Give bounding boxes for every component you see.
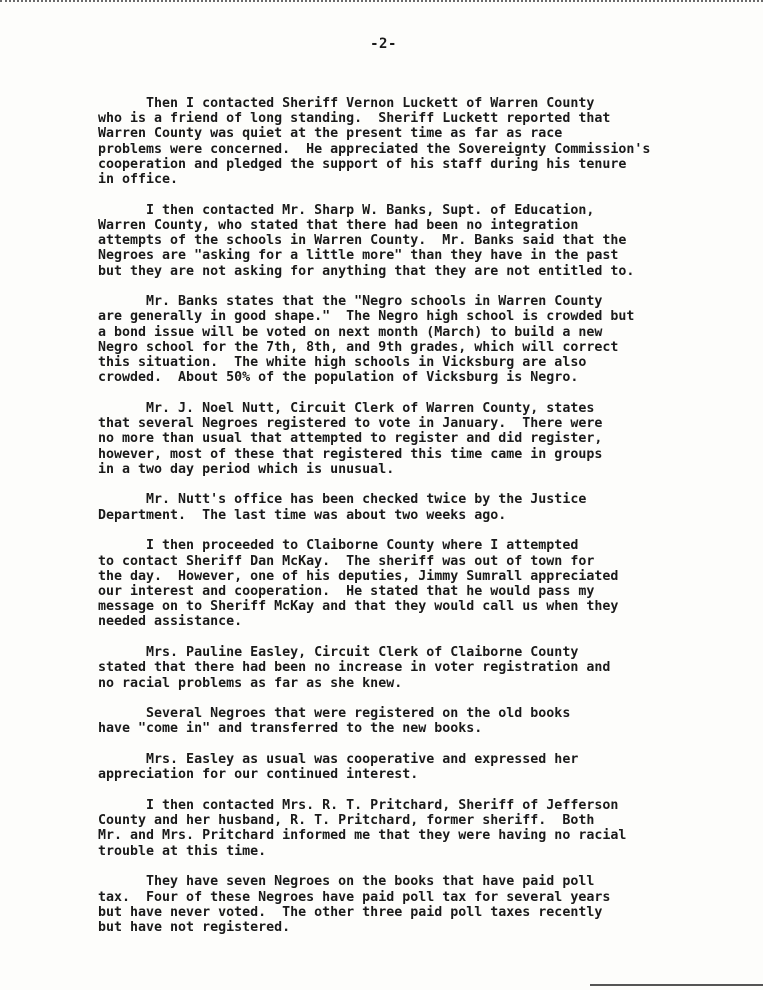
text-line: who is a friend of long standing. Sheriff Luckett reported that (98, 111, 611, 127)
text-line: Negro school for the 7th, 8th, and 9th grades, which will correct (98, 339, 619, 355)
text-line: this situation. The white high schools in Vicksburg are also (98, 355, 587, 371)
text-line: message on to Sheriff McKay and that they would call us when they (98, 599, 619, 615)
text-line: attempts of the schools in Warren County. Mr. Banks said that the (98, 233, 627, 249)
bottom-edge-rule (590, 984, 763, 986)
paragraph (98, 538, 738, 629)
text-line: have "come in" and transferred to the new books. (98, 721, 483, 737)
text-line: Mr. J. Noel Nutt, Circuit Clerk of Warren County, states (98, 400, 595, 416)
paragraph (98, 401, 738, 477)
text-line: Several Negroes that were registered on the old books (98, 706, 571, 722)
paragraph (98, 645, 738, 691)
text-line: Mr. and Mrs. Pritchard informed me that they were having no racial (98, 828, 627, 844)
text-line: but they are not asking for anything that they are not entitled to. (98, 263, 635, 279)
paragraph (98, 96, 738, 187)
top-edge-rule (0, 0, 763, 6)
text-line: that several Negroes registered to vote in January. There were (98, 416, 603, 432)
text-line: County and her husband, R. T. Pritchard, former sheriff. Both (98, 813, 595, 829)
text-line: but have not registered. (98, 919, 291, 935)
text-line: Then I contacted Sheriff Vernon Luckett of Warren County (98, 96, 595, 111)
text-line: to contact Sheriff Dan McKay. The sheriff was out of town for (98, 553, 595, 569)
text-line: crowded. About 50% of the population of Vicksburg is Negro. (98, 370, 579, 386)
text-line: are generally in good shape." The Negro high school is crowded but (98, 309, 635, 325)
text-line: I then contacted Mr. Sharp W. Banks, Supt. of Education, (98, 202, 595, 218)
text-line: Mrs. Easley as usual was cooperative and expressed her (98, 752, 579, 768)
paragraph (98, 294, 738, 385)
text-line: Mr. Banks states that the "Negro schools in Warren County (98, 294, 603, 310)
text-line: in a two day period which is unusual. (98, 461, 395, 477)
text-line: Warren County, who stated that there had been no integration (98, 217, 579, 233)
paragraph (98, 492, 738, 522)
paragraph (98, 798, 738, 859)
text-line: stated that there had been no increase in voter registration and (98, 660, 611, 676)
text-line: Mr. Nutt's office has been checked twice by the Justice (98, 492, 587, 508)
text-line: Warren County was quiet at the present time as far as race (98, 126, 563, 142)
text-line: cooperation and pledged the support of his staff during his tenure (98, 156, 627, 172)
text-line: needed assistance. (98, 614, 243, 630)
text-line: I then contacted Mrs. R. T. Pritchard, Sheriff of Jefferson (98, 798, 619, 814)
text-line: Mrs. Pauline Easley, Circuit Clerk of Claiborne County (98, 645, 579, 661)
text-line: problems were concerned. He appreciated the Sovereignty Commission's (98, 141, 651, 157)
text-line: no more than usual that attempted to register and did register, (98, 431, 603, 447)
paragraph (98, 752, 738, 782)
text-line: trouble at this time. (98, 843, 267, 859)
paragraph (98, 706, 738, 736)
text-line: in office. (98, 172, 179, 188)
text-line: our interest and cooperation. He stated that he would pass my (98, 583, 595, 599)
text-line: I then proceeded to Claiborne County where I attempted (98, 538, 579, 554)
text-line: however, most of these that registered this time came in groups (98, 446, 603, 462)
text-line: no racial problems as far as she knew. (98, 675, 403, 691)
text-line: but have never voted. The other three paid poll taxes recently (98, 904, 603, 920)
document-body (98, 96, 738, 951)
text-line: a bond issue will be voted on next month (March) to build a new (98, 324, 603, 340)
paragraph (98, 203, 738, 279)
page-number: -2- (370, 36, 397, 52)
text-line: Department. The last time was about two weeks ago. (98, 507, 507, 523)
paragraph (98, 874, 738, 935)
text-line: They have seven Negroes on the books that have paid poll (98, 874, 595, 890)
text-line: appreciation for our continued interest. (98, 767, 419, 783)
text-line: tax. Four of these Negroes have paid poll tax for several years (98, 889, 611, 905)
text-line: Negroes are "asking for a little more" than they have in the past (98, 248, 619, 264)
text-line: the day. However, one of his deputies, Jimmy Sumrall appreciated (98, 568, 619, 584)
